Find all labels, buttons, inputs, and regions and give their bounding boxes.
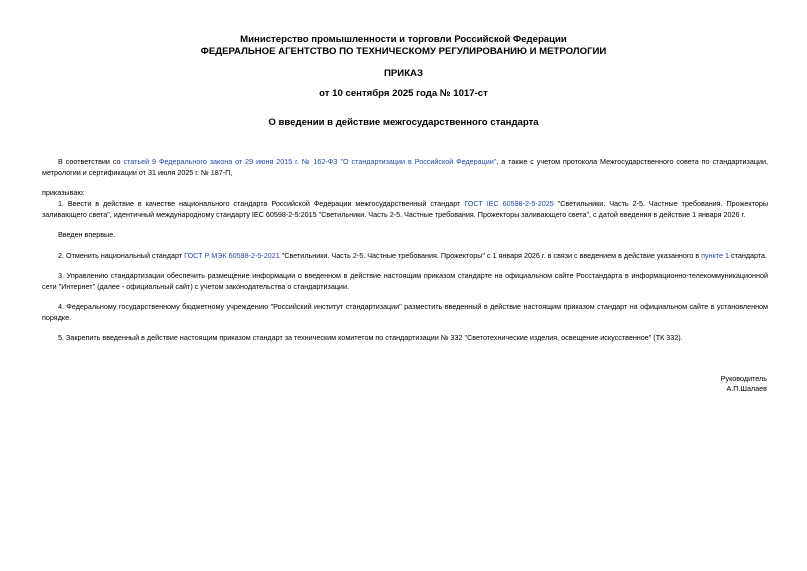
item-1-paragraph: [42, 198, 768, 220]
preamble-text-start: В соответствии со: [58, 157, 124, 166]
item-2-paragraph: [42, 250, 768, 261]
item-1-ref-link[interactable]: пункте 1: [701, 251, 730, 260]
signature-title: Руководитель: [720, 374, 767, 383]
law-link[interactable]: статьей 9 Федерального закона от 29 июня 2015 г. № 162-ФЗ "О стандартизации в Российской Федерации": [123, 157, 497, 166]
item-5-paragraph: 5. Закрепить введенный в действие настоящим приказом стандарт за техническим комитетом по стандартизации № 332 "Светотехнические изделия, освещение искусственное" (ТК 332).: [58, 333, 683, 342]
item-3-paragraph: 3. Управлению стандартизации обеспечить размещение информации о введенном в действие настоящим приказом стандарте на официальном сайте Росстандарта в информационно-телекоммуникационной сети "Интернет" (далее - официальный сайт) с учетом законодательства о стандартизации.: [42, 271, 768, 291]
gost-r-link[interactable]: ГОСТ Р МЭК 60598-2-5-2021: [184, 251, 280, 260]
signature-name: А.П.Шалаев: [726, 384, 767, 393]
item-4-paragraph: 4. Федеральному государственному бюджетному учреждению "Российский институт стандартизации" разместить введенный в действие настоящим приказом стандарт на официальном сайте в установленном порядке.: [42, 302, 768, 322]
doc-type: ПРИКАЗ: [384, 68, 423, 79]
item-2-text-mid: "Светильники. Часть 2-5. Частные требования. Прожекторы" с 1 января 2026 г. в связи с введением в действие указанного в: [279, 251, 702, 260]
gost-iec-link[interactable]: ГОСТ IEC 60598-2-5-2025: [464, 199, 554, 208]
first-time-note: Введен впервые.: [58, 230, 116, 239]
doc-date-number: от 10 сентября 2025 года № 1017-ст: [319, 88, 488, 99]
agency-title: ФЕДЕРАЛЬНОЕ АГЕНТСТВО ПО ТЕХНИЧЕСКОМУ РЕГУЛИРОВАНИЮ И МЕТРОЛОГИИ: [200, 46, 607, 57]
ministry-title: Министерство промышленности и торговли Российской Федерации: [240, 34, 567, 45]
order-word: приказываю:: [42, 188, 85, 197]
preamble-text-end: , а также с учетом протокола Межгосударственного совета по стандартизации, метрологии и сертификации от 31 июля 2025 г. № 187-П,: [42, 157, 768, 177]
item-2-text-start: 2. Отменить национальный стандарт: [58, 251, 185, 260]
item-2-text-end: стандарта.: [729, 251, 768, 260]
item-1-text-end: "Светильники. Часть 2-5. Частные требования. Прожекторы заливающего света", идентичный международному стандарту IEC 60598-2-5:2015 "Светильники. Часть 2-5. Частные требования. Прожекторы заливающего света", с датой введения в действие 1 января 2026 г.: [42, 199, 768, 219]
doc-subject: О введении в действие межгосударственного стандарта: [268, 117, 539, 128]
item-1-text-start: 1. Ввести в действие в качестве национального стандарта Российской Федерации межгосударственный стандарт: [58, 199, 465, 208]
preamble-paragraph: [42, 156, 768, 178]
